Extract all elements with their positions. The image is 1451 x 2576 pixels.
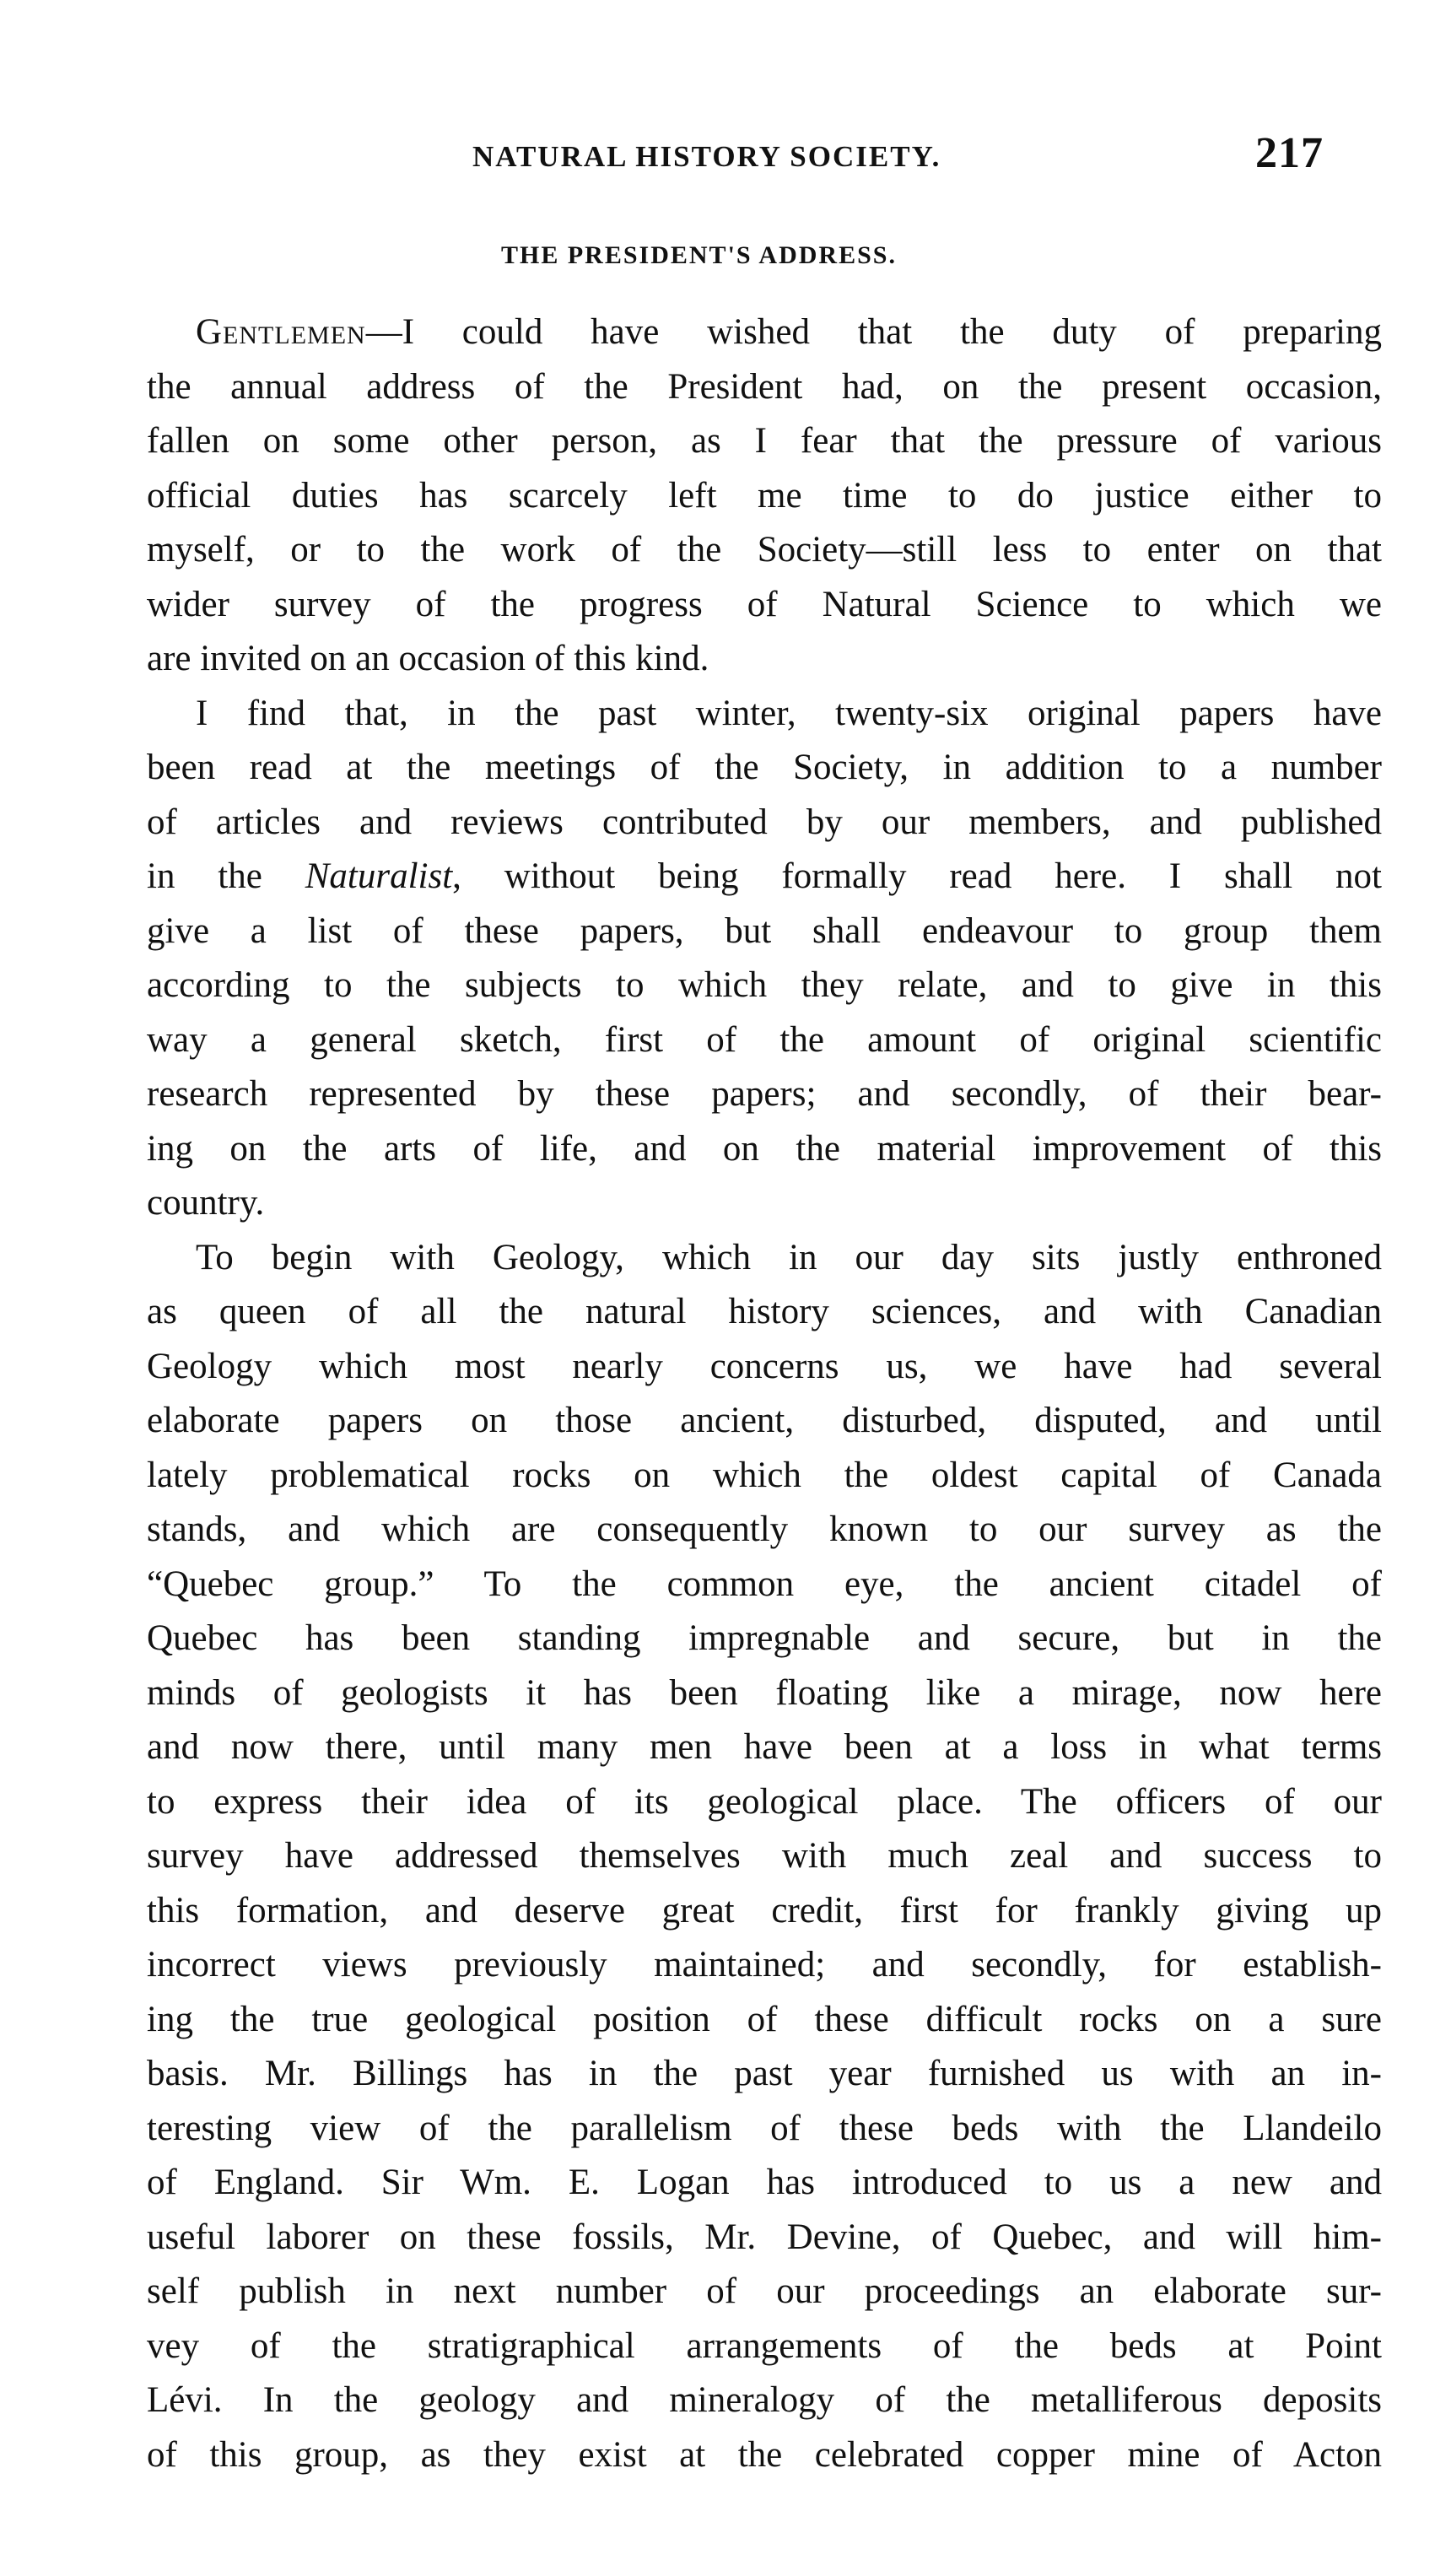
text-line: official duties has scarcely left me time to do justice either to: [147, 475, 1382, 516]
text-line: as queen of all the natural history sciences, and with Canadian: [147, 1292, 1382, 1331]
text-line: minds of geologists it has been floating like a mirage, now here: [147, 1672, 1382, 1713]
text-line: wider survey of the progress of Natural Science to which we: [147, 584, 1382, 624]
text-line: are invited on an occasion of this kind.: [147, 639, 709, 678]
paragraph-1-opening: —I could have wished that the duty of preparing: [365, 312, 1382, 352]
paragraph-1-line-1: [147, 305, 1382, 360]
journal-title: Naturalist: [305, 856, 453, 896]
text-line: country.: [147, 1183, 265, 1223]
text-line: according to the subjects to which they relate, and to give in this: [147, 965, 1382, 1005]
text-line-with-italic: [147, 850, 1382, 905]
text-line: been read at the meetings of the Society, in addition to a number: [147, 748, 1382, 787]
running-head: NATURAL HISTORY SOCIETY.: [472, 140, 941, 173]
text-line: way a general sketch, first of the amount of original scientific: [147, 1019, 1382, 1060]
text-line: and now there, until many men have been at a loss in what terms: [147, 1727, 1382, 1767]
text-line: research represented by these papers; and secondly, of their bear-: [147, 1074, 1382, 1114]
text-line: fallen on some other person, as I fear that the pressure of various: [147, 421, 1382, 461]
text-line: Lévi. In the geology and mineralogy of the metalliferous deposits: [147, 2380, 1382, 2420]
page-number: 217: [1255, 129, 1324, 177]
text-line: the annual address of the President had, on the present occasion,: [147, 366, 1382, 407]
text-line: self publish in next number of our proceedings an elaborate sur-: [147, 2271, 1382, 2311]
text-line: ing the true geological position of these difficult rocks on a sure: [147, 1999, 1382, 2039]
text-line: ing on the arts of life, and on the material improvement of this: [147, 1128, 1382, 1169]
text-line: To begin with Geology, which in our day sits justly enthroned: [196, 1237, 1382, 1277]
text-line: vey of the stratigraphical arrangements of the beds at Point: [147, 2325, 1382, 2366]
text-line: lately problematical rocks on which the oldest capital of Canada: [147, 1455, 1382, 1495]
text-line: incorrect views previously maintained; and secondly, for establish-: [147, 1945, 1382, 1985]
section-title: THE PRESIDENT'S ADDRESS.: [501, 241, 897, 269]
text-line: this formation, and deserve great credit, first for frankly giving up: [147, 1890, 1382, 1931]
text-line: give a list of these papers, but shall endeavour to group them: [147, 910, 1382, 951]
text-line: myself, or to the work of the Society—still less to enter on that: [147, 530, 1382, 570]
text-line: elaborate papers on those ancient, disturbed, disputed, and until: [147, 1401, 1382, 1440]
text-fragment: in the: [147, 856, 305, 896]
text-line: teresting view of the parallelism of these beds with the Llandeilo: [147, 2108, 1382, 2148]
text-line: Geology which most nearly concerns us, we have had several: [147, 1346, 1382, 1386]
text-line: of England. Sir Wm. E. Logan has introduced to us a new and: [147, 2163, 1382, 2202]
body-text: [147, 305, 1382, 2482]
text-line: of this group, as they exist at the celebrated copper mine of Acton: [147, 2434, 1382, 2475]
text-line: to express their idea of its geological place. The officers of our: [147, 1781, 1382, 1822]
salutation: Gentlemen: [196, 312, 366, 352]
text-line: I find that, in the past winter, twenty-six original papers have: [196, 693, 1382, 733]
text-line: basis. Mr. Billings has in the past year furnished us with an in-: [147, 2054, 1382, 2093]
text-fragment: , without being formally read here. I shall not: [452, 856, 1383, 896]
text-line: stands, and which are consequently known to our survey as the: [147, 1509, 1382, 1549]
text-line: “Quebec group.” To the common eye, the ancient citadel of: [147, 1563, 1382, 1604]
text-line: of articles and reviews contributed by our members, and published: [147, 802, 1382, 842]
text-line: useful laborer on these fossils, Mr. Devine, of Quebec, and will him-: [147, 2217, 1382, 2257]
text-line: survey have addressed themselves with much zeal and success to: [147, 1836, 1382, 1876]
text-line: Quebec has been standing impregnable and secure, but in the: [147, 1618, 1382, 1658]
